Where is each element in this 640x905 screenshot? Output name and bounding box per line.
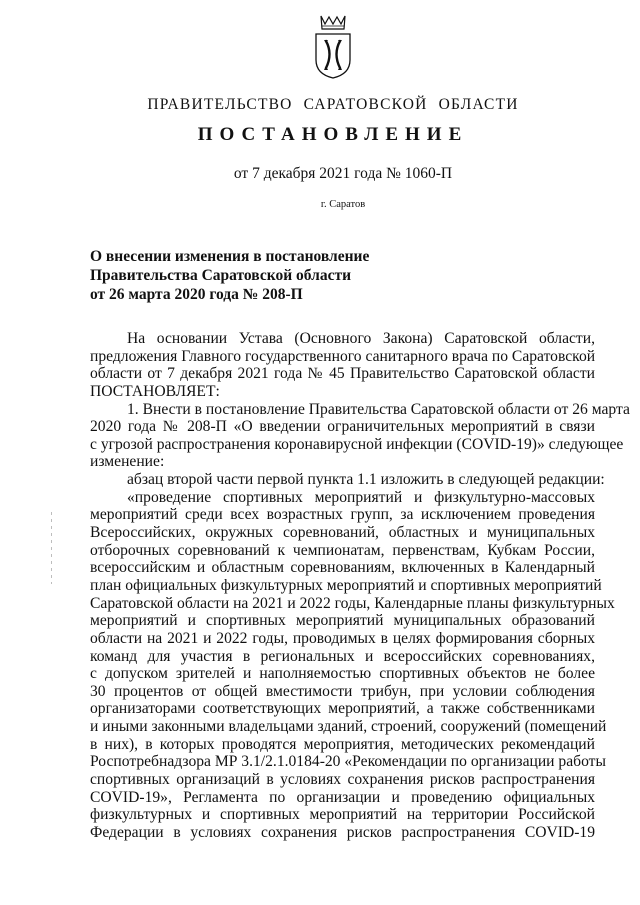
body-line: спортивных организаций в условиях сохранения рисков распространения [90, 771, 595, 789]
body-line: команд для участия в региональных и всероссийских соревнованиях, [90, 647, 595, 665]
body-line: предложения Главного государственного санитарного врача по Саратовской [90, 347, 596, 365]
body-line: На основании Устава (Основного Закона) Саратовской области, [127, 330, 595, 347]
body-line: COVID-19», Регламента по организации и проведению официальных [90, 788, 595, 806]
body-line: Саратовской области на 2021 и 2022 годы, Календарные планы физкультурных [90, 594, 615, 612]
document-subject [90, 247, 410, 304]
body-line: отборочных соревнований к чемпионатам, первенствам, Кубкам России, [90, 541, 595, 559]
document-type-title: ПОСТАНОВЛЕНИЕ [197, 124, 469, 145]
scan-artifact [51, 512, 52, 584]
body-line: в них), в которых проводятся мероприятия, методических рекомендаций [90, 735, 595, 753]
coat-of-arms-icon [313, 14, 353, 80]
body-line: области от 7 декабря 2021 года № 45 Правительство Саратовской области [90, 365, 595, 383]
document-body [90, 330, 630, 842]
body-line: изменение: [90, 453, 165, 471]
body-line: организаторами соответствующих мероприятий, а также собственниками [90, 700, 595, 718]
body-line: Роспотребнадзора МР 3.1/2.1.0184-20 «Рекомендации по организации работы [90, 753, 606, 771]
body-line: с угрозой распространения коронавирусной инфекции (COVID-19)» следующее [90, 435, 624, 453]
body-line: физкультурных и спортивных мероприятий на территории Российской [90, 806, 595, 824]
body-line: всероссийским и областным соревнованиям, включенных в Календарный [90, 559, 595, 577]
body-line: 1. Внести в постановление Правительства Саратовской области от 26 марта [127, 400, 630, 418]
body-line: ПОСТАНОВЛЯЕТ: [90, 382, 220, 400]
body-line: «проведение спортивных мероприятий и физкультурно-массовых [127, 488, 595, 506]
body-line: и иными законными владельцами зданий, строений, сооружений (помещений [90, 718, 607, 736]
body-line: мероприятий и спортивных мероприятий муниципальных образований [90, 612, 595, 630]
body-line: с допуском зрителей и наполняемостью спортивных объектов не более [90, 665, 595, 683]
subject-line: от 26 марта 2020 года № 208-П [90, 286, 303, 303]
subject-line: О внесении изменения в постановление [90, 248, 370, 265]
body-line: Всероссийских, окружных соревнований, областных и муниципальных [90, 524, 595, 542]
body-line: мероприятий среди всех возрастных групп, за исключением проведения [90, 506, 595, 524]
government-name: ПРАВИТЕЛЬСТВО САРАТОВСКОЙ ОБЛАСТИ [147, 96, 519, 113]
subject-line: Правительства Саратовской области [90, 267, 351, 284]
body-line: 30 процентов от общей вместимости трибун, при условии соблюдения [90, 682, 595, 700]
body-line: Федерации в условиях сохранения рисков распространения COVID-19 [90, 823, 595, 841]
body-line: план официальных физкультурных мероприятий и спортивных мероприятий [90, 576, 602, 594]
document-date-number: от 7 декабря 2021 года № 1060-П [233, 165, 453, 182]
document-city: г. Саратов [320, 199, 366, 210]
body-line: области на 2021 и 2022 годы, проводимых в целях формирования сборных [90, 629, 595, 647]
body-line: 2020 года № 208-П «О введении ограничительных мероприятий в связи [90, 418, 595, 436]
body-line: абзац второй части первой пункта 1.1 изложить в следующей редакции: [127, 471, 605, 489]
